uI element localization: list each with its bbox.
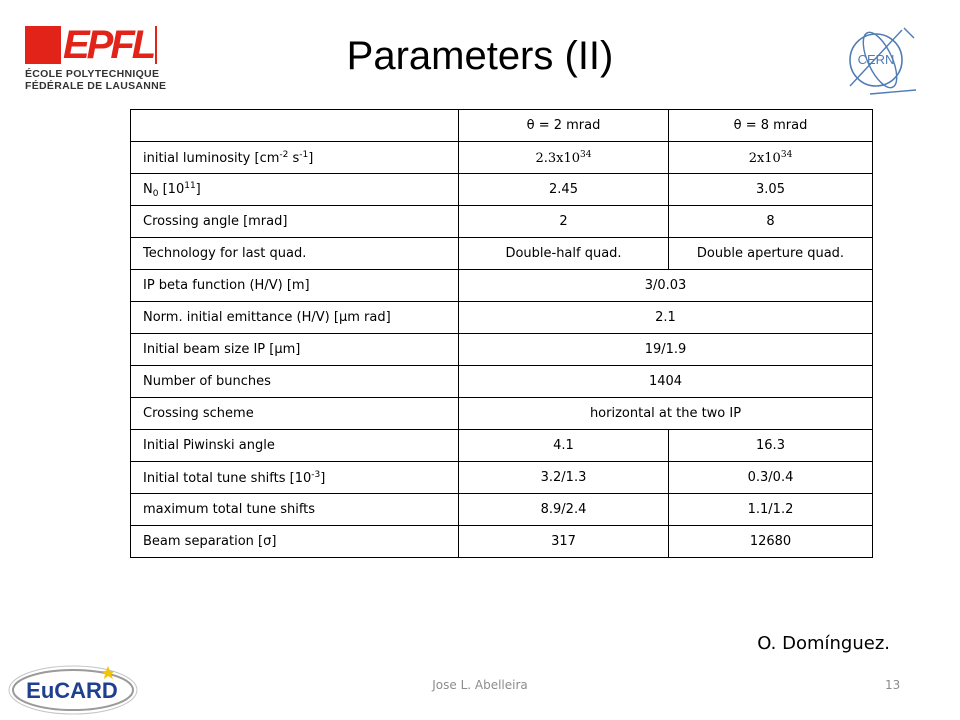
row-label: $N_0$ $[10^{11}]$	[131, 174, 459, 206]
table-row	[131, 302, 873, 334]
cern-logo-word: CERN	[857, 52, 895, 67]
table-header-8mrad: θ = 8 mrad	[669, 110, 873, 142]
row-label: Technology for last quad.	[131, 238, 459, 270]
page-title: Parameters (II)	[346, 34, 614, 78]
row-value-shared: 1404	[459, 366, 873, 398]
row-value-shared: 3/0.03	[459, 270, 873, 302]
row-value-shared: 2.1	[459, 302, 873, 334]
table-header-2mrad: θ = 2 mrad	[459, 110, 669, 142]
row-value-2mrad: 4.1	[459, 430, 669, 462]
row-value-8mrad: 1.1/1.2	[669, 494, 873, 526]
page-number: 13	[885, 678, 901, 692]
table-row	[131, 366, 873, 398]
row-label: IP beta function (H/V) [m]	[131, 270, 459, 302]
table-header-row	[131, 110, 873, 142]
table-row	[131, 334, 873, 366]
row-value-8mrad: 3.05	[669, 174, 873, 206]
row-value-2mrad: $2.3x10^{34}$	[459, 142, 669, 174]
table-row	[131, 270, 873, 302]
footer-presenter: Jose L. Abelleira	[432, 678, 528, 692]
row-label: Crossing scheme	[131, 398, 459, 430]
epfl-logo-line2: FÉDÉRALE DE LAUSANNE	[25, 80, 167, 92]
eucard-logo-word: EuCARD	[26, 678, 118, 703]
table-row	[131, 526, 873, 558]
table-row	[131, 142, 873, 174]
table-row	[131, 174, 873, 206]
row-value-2mrad: 8.9/2.4	[459, 494, 669, 526]
epfl-logo-line1: ÉCOLE POLYTECHNIQUE	[25, 68, 160, 80]
row-value-8mrad: 16.3	[669, 430, 873, 462]
row-label: maximum total tune shifts	[131, 494, 459, 526]
row-label: Beam separation [σ]	[131, 526, 459, 558]
row-value-8mrad: $2x10^{34}$	[669, 142, 873, 174]
table-row	[131, 494, 873, 526]
row-value-2mrad: 3.2/1.3	[459, 462, 669, 494]
row-label: Initial beam size IP [μm]	[131, 334, 459, 366]
row-label: Norm. initial emittance (H/V) [μm rad]	[131, 302, 459, 334]
row-value-2mrad: 2	[459, 206, 669, 238]
row-value-8mrad: 0.3/0.4	[669, 462, 873, 494]
row-label: Initial Piwinski angle	[131, 430, 459, 462]
row-value-shared: horizontal at the two IP	[459, 398, 873, 430]
row-value-2mrad: 2.45	[459, 174, 669, 206]
row-value-8mrad: 8	[669, 206, 873, 238]
parameters-table	[130, 109, 873, 558]
row-value-2mrad: Double-half quad.	[459, 238, 669, 270]
row-value-8mrad: 12680	[669, 526, 873, 558]
row-label: Initial total tune shifts $[10^{-3}]$	[131, 462, 459, 494]
table-row	[131, 398, 873, 430]
epfl-logo-word: EPFL	[63, 23, 154, 67]
row-value-2mrad: 317	[459, 526, 669, 558]
row-label: Crossing angle [mrad]	[131, 206, 459, 238]
table-row	[131, 430, 873, 462]
row-value-shared: 19/1.9	[459, 334, 873, 366]
row-value-8mrad: Double aperture quad.	[669, 238, 873, 270]
table-header-empty	[131, 110, 459, 142]
row-label: initial luminosity [$cm^{-2}$ $s^{-1}$]	[131, 142, 459, 174]
table-row	[131, 462, 873, 494]
author-credit: O. Domínguez.	[757, 633, 890, 654]
row-label: Number of bunches	[131, 366, 459, 398]
table-row	[131, 238, 873, 270]
table-row	[131, 206, 873, 238]
